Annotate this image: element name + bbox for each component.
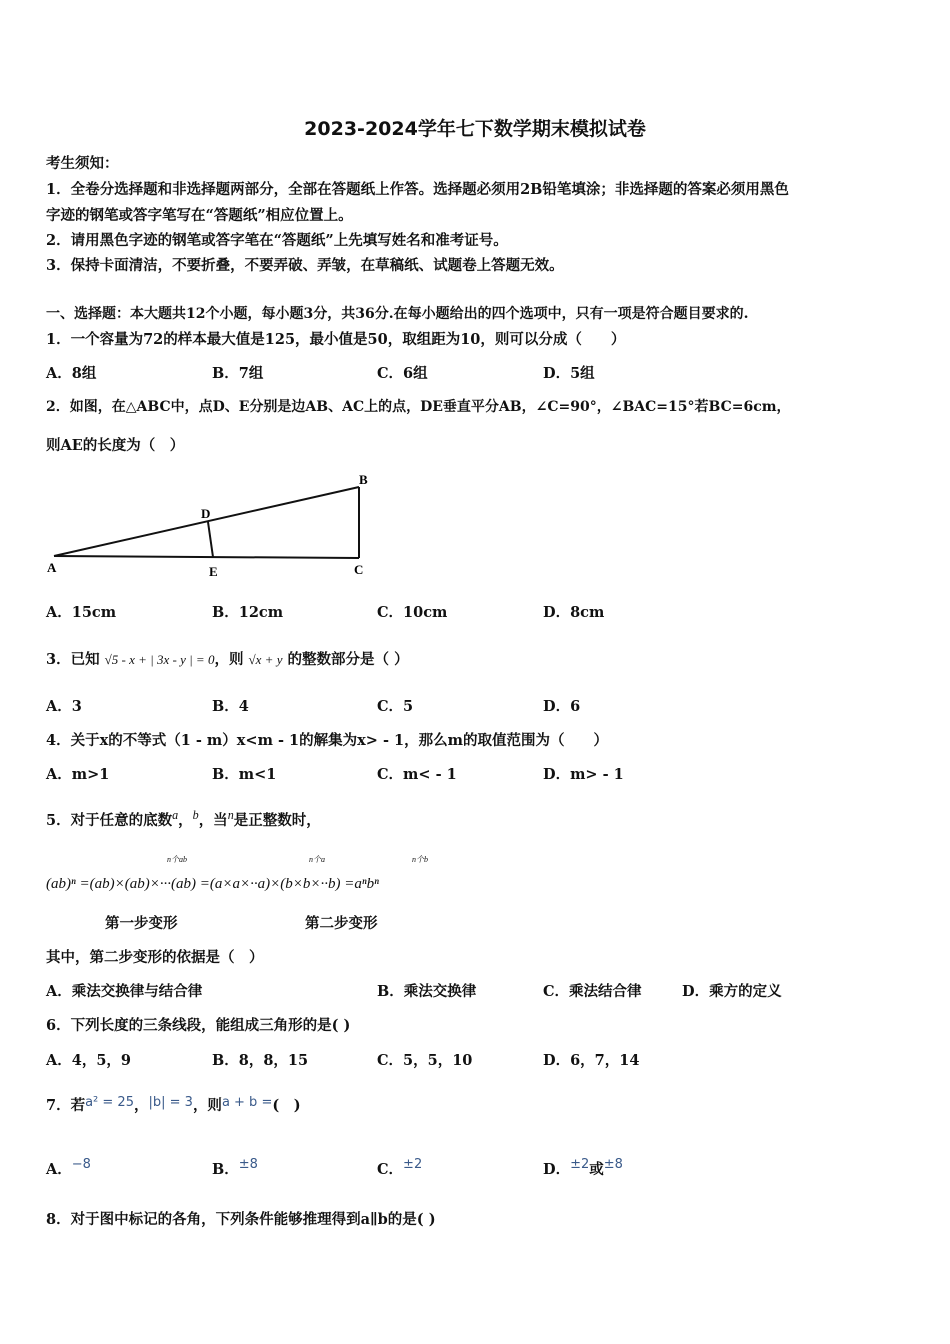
label-d: D	[201, 506, 211, 521]
q5-sep2: ，当	[198, 811, 228, 829]
q7-option-c-label: C．	[377, 1161, 404, 1178]
notice-line-2: 2．请用黑色字迹的钢笔或答字笔在“答题纸”上先填写姓名和准考证号。	[46, 232, 508, 249]
segment-ab	[54, 487, 359, 556]
q4-text: 4．关于x的不等式（1 - m）x<m - 1的解集为x> - 1，那么m的取值范围为（ ）	[46, 732, 608, 749]
q7-post: ( )	[272, 1097, 301, 1114]
q5-overbrace-1: n个ab	[167, 855, 187, 864]
q4-option-b: B．m<1	[212, 766, 277, 783]
q4-option-d: D．m> - 1	[543, 766, 624, 783]
q3-post: 的整数部分是（ ）	[287, 651, 409, 668]
q3-expression-2: √x + y	[248, 652, 283, 667]
q5-overbrace-2: n个a	[309, 855, 325, 864]
q6-text: 6．下列长度的三条线段，能组成三角形的是( )	[46, 1017, 351, 1034]
q3-expression-1: √5 - x + | 3x - y | = 0	[104, 652, 215, 667]
q2-option-d: D．8cm	[543, 604, 605, 621]
q7-option-c	[377, 1157, 422, 1179]
q7-option-d-label: D．	[543, 1161, 571, 1178]
q8-text: 8．对于图中标记的各角，下列条件能够推理得到a∥b的是( )	[46, 1211, 436, 1228]
q7-expr-3: a + b =	[221, 1095, 273, 1110]
q2-option-b: B．12cm	[212, 604, 284, 621]
q5-post: 是正整数时，	[233, 811, 321, 829]
q1-option-b: B．7组	[212, 365, 264, 382]
q7-option-d-value-2: ±8	[603, 1157, 623, 1172]
notice-line-1: 1．全卷分选择题和非选择题两部分，全部在答题纸上作答。选择题必须用2B铅笔填涂；非选择题的答案必须用黑色	[46, 181, 789, 198]
q5-option-b: B．乘法交换律	[377, 983, 477, 1000]
q7-option-d-or: 或	[589, 1161, 604, 1178]
q7-mid: ，则	[192, 1097, 222, 1114]
label-b: B	[359, 472, 368, 487]
q5-pre: 5．对于任意的底数	[46, 811, 173, 829]
page-title: 2023-2024学年七下数学期末模拟试卷	[304, 118, 646, 140]
q2-text-line1: 2．如图，在△ABC中，点D、E分别是边AB、AC上的点，DE垂直平分AB，∠C=90°，∠BAC=15°若BC=6cm，	[46, 399, 791, 415]
q5-step-1: 第一步变形	[105, 915, 178, 932]
q7-option-a	[46, 1157, 91, 1179]
segment-ac	[54, 556, 359, 558]
q7-text	[46, 1094, 301, 1115]
segment-de	[208, 522, 213, 557]
q5-text	[46, 808, 321, 830]
q5-sep1: ，	[178, 811, 193, 829]
notice-line-1b: 字迹的钢笔或答字笔写在“答题纸”相应位置上。	[46, 207, 353, 224]
q5-formula: (ab)ⁿ =(ab)×(ab)×···(ab) =(a×a×··a)×(b×b×··b) =aⁿbⁿ	[46, 876, 379, 892]
q7-option-a-value: −8	[71, 1157, 91, 1172]
q5-overbrace-3: n个b	[412, 855, 428, 864]
q2-text-line2: 则AE的长度为（ ）	[46, 437, 185, 454]
q1-option-c: C．6组	[377, 365, 428, 382]
q3-option-c: C．5	[377, 698, 414, 715]
q7-expr-2: |b| = 3	[148, 1095, 193, 1110]
q3-text	[46, 648, 409, 669]
q5-var-a: a	[172, 808, 179, 822]
q1-option-a: A．8组	[46, 365, 97, 382]
notice-line-3: 3．保持卡面清洁，不要折叠，不要弄破、弄皱，在草稿纸、试题卷上答题无效。	[46, 257, 564, 274]
label-a: A	[47, 560, 57, 575]
label-c: C	[354, 562, 364, 577]
q3-pre: 3．已知	[46, 651, 100, 668]
q2-option-a: A．15cm	[46, 604, 117, 621]
q7-option-b-value: ±8	[238, 1157, 258, 1172]
q6-option-c: C．5，5，10	[377, 1052, 473, 1069]
q4-option-c: C．m< - 1	[377, 766, 457, 783]
q5-var-b: b	[192, 808, 199, 822]
q2-triangle-figure	[40, 466, 380, 586]
q7-option-d	[543, 1157, 623, 1179]
notice-heading: 考生须知：	[46, 155, 119, 172]
section-heading: 一、选择题：本大题共12个小题，每小题3分，共36分.在每小题给出的四个选项中，只有一项是符合题目要求的.	[46, 306, 749, 322]
q7-option-d-value-1: ±2	[570, 1157, 590, 1172]
q7-pre: 7．若	[46, 1097, 86, 1114]
q5-option-d: D．乘方的定义	[682, 983, 782, 1000]
q5-var-n: n	[227, 808, 234, 822]
q3-option-a: A．3	[46, 698, 82, 715]
q3-mid: ，则	[214, 651, 244, 668]
q2-option-c: C．10cm	[377, 604, 448, 621]
q5-option-a: A．乘法交换律与结合律	[46, 983, 203, 1000]
q1-option-d: D．5组	[543, 365, 595, 382]
q7-option-c-value: ±2	[403, 1157, 423, 1172]
q7-option-b	[212, 1157, 258, 1179]
q5-question: 其中，第二步变形的依据是（ ）	[46, 949, 264, 966]
q7-sep: ，	[133, 1097, 149, 1114]
q7-expr-1: a² = 25	[85, 1095, 134, 1110]
label-e: E	[209, 564, 218, 579]
q1-text: 1．一个容量为72的样本最大值是125，最小值是50，取组距为10，则可以分成（ ）	[46, 331, 626, 348]
q4-option-a: A．m>1	[46, 766, 110, 783]
q5-option-c: C．乘法结合律	[543, 983, 642, 1000]
q7-option-a-label: A．	[46, 1161, 72, 1178]
q3-option-b: B．4	[212, 698, 249, 715]
q7-option-b-label: B．	[212, 1161, 239, 1178]
q6-option-a: A．4，5，9	[46, 1052, 132, 1069]
q3-option-d: D．6	[543, 698, 581, 715]
q6-option-b: B．8，8，15	[212, 1052, 309, 1069]
q5-step-2: 第二步变形	[305, 915, 378, 932]
q6-option-d: D．6，7，14	[543, 1052, 640, 1069]
